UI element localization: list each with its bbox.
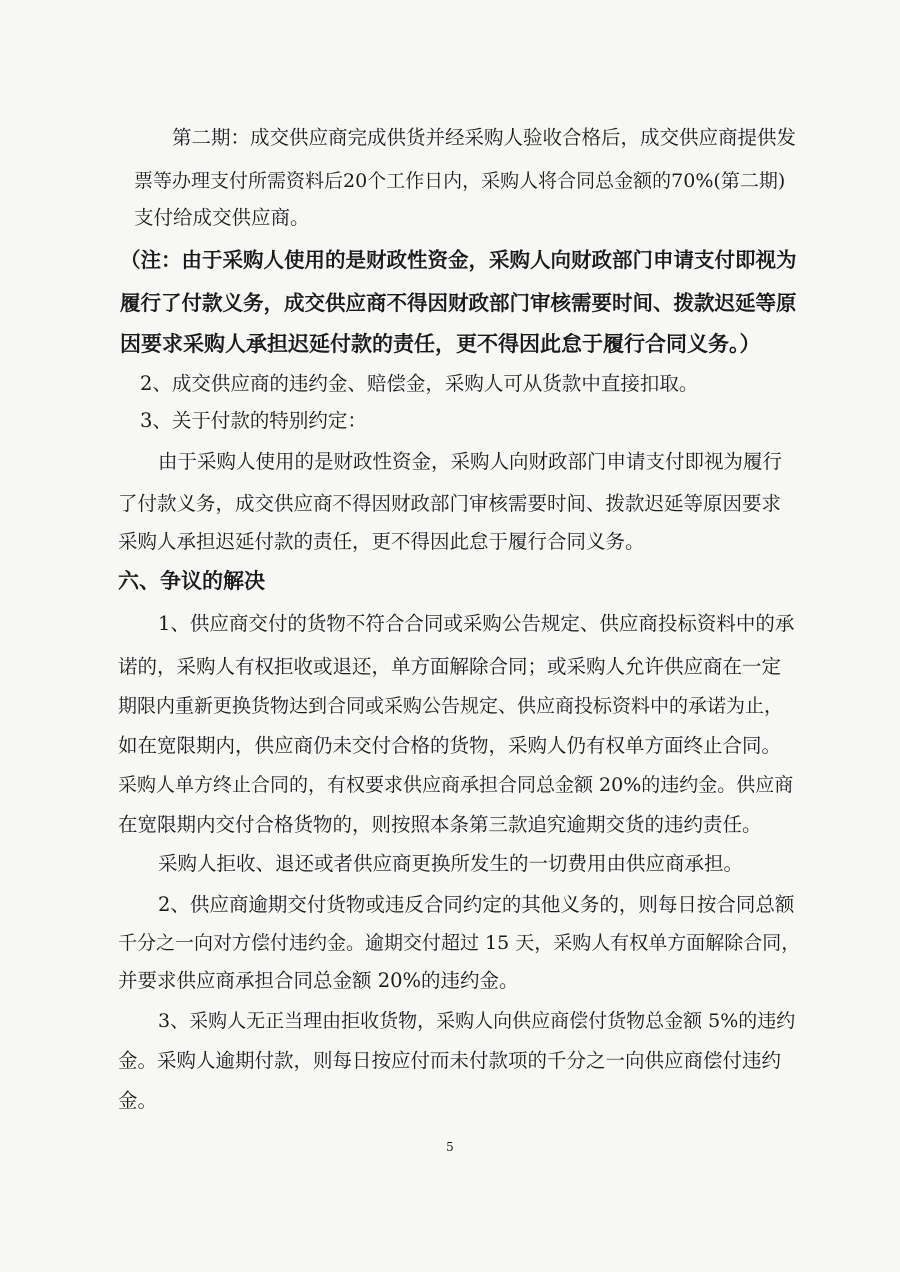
payment-item2: 2、成交供应商的违约金、赔偿金，采购人可从货款中直接扣取。 bbox=[140, 372, 699, 395]
section6-item2-line3: 并要求供应商承担合同总金额 20%的违约金。 bbox=[118, 969, 519, 992]
paragraph-phase2-line1: 第二期：成交供应商完成供货并经采购人验收合格后，成交供应商提供发 bbox=[172, 126, 797, 149]
section6-rejection-cost: 采购人拒收、退还或者供应商更换所发生的一切费用由供应商承担。 bbox=[158, 852, 744, 875]
paragraph-phase2-line2: 票等办理支付所需资料后20个工作日内，采购人将合同总金额的70%(第二期) bbox=[134, 170, 786, 192]
section6-item3-line2: 金。采购人逾期付款，则每日按应付而未付款项的千分之一向供应商偿付违约 bbox=[118, 1049, 782, 1072]
section6-item1-line3: 期限内重新更换货物达到合同或采购公告规定、供应商投标资料中的承诺为止， bbox=[118, 695, 784, 717]
section6-item2-line2: 千分之一向对方偿付违约金。逾期交付超过 15 天，采购人有权单方面解除合同， bbox=[118, 932, 801, 954]
payment-item3-title: 3、关于付款的特别约定： bbox=[140, 409, 367, 432]
section6-heading: 六、争议的解决 bbox=[118, 568, 265, 593]
note-line1: （注：由于采购人使用的是财政性资金，采购人向财政部门申请支付即视为 bbox=[120, 248, 797, 272]
section6-item1-line6: 在宽限期内交付合格货物的，则按照本条第三款追究逾期交货的违约责任。 bbox=[118, 813, 762, 836]
paragraph-phase2-line3: 支付给成交供应商。 bbox=[134, 206, 310, 229]
payment-item3-body-line1: 由于采购人使用的是财政性资金，采购人向财政部门申请支付即视为履行 bbox=[158, 450, 783, 473]
page-number: 5 bbox=[446, 1140, 454, 1154]
note-line2: 履行了付款义务，成交供应商不得因财政部门审核需要时间、拨款迟延等原 bbox=[120, 291, 797, 315]
payment-item3-body-line2: 了付款义务，成交供应商不得因财政部门审核需要时间、拨款迟延等原因要求 bbox=[118, 492, 782, 515]
section6-item3-line1: 3、采购人无正当理由拒收货物，采购人向供应商偿付货物总金额 5%的违约 bbox=[158, 1010, 796, 1032]
section6-item1-line4: 如在宽限期内，供应商仍未交付合格的货物，采购人仍有权单方面终止合同。 bbox=[118, 734, 782, 757]
section6-item1-line2: 诺的，采购人有权拒收或退还，单方面解除合同；或采购人允许供应商在一定 bbox=[118, 655, 782, 678]
payment-item3-body-line3: 采购人承担迟延付款的责任，更不得因此怠于履行合同义务。 bbox=[118, 530, 645, 553]
section6-item2-line1: 2、供应商逾期交付货物或违反合同约定的其他义务的，则每日按合同总额 bbox=[158, 893, 795, 916]
note-line3: 因要求采购人承担迟延付款的责任，更不得因此怠于履行合同义务。） bbox=[120, 331, 761, 356]
section6-item3-line3: 金。 bbox=[118, 1089, 158, 1112]
section6-item1-line1: 1、供应商交付的货物不符合合同或采购公告规定、供应商投标资料中的承 bbox=[158, 612, 795, 635]
section6-item1-line5: 采购人单方终止合同的，有权要求供应商承担合同总金额 20%的违约金。供应商 bbox=[118, 774, 794, 796]
